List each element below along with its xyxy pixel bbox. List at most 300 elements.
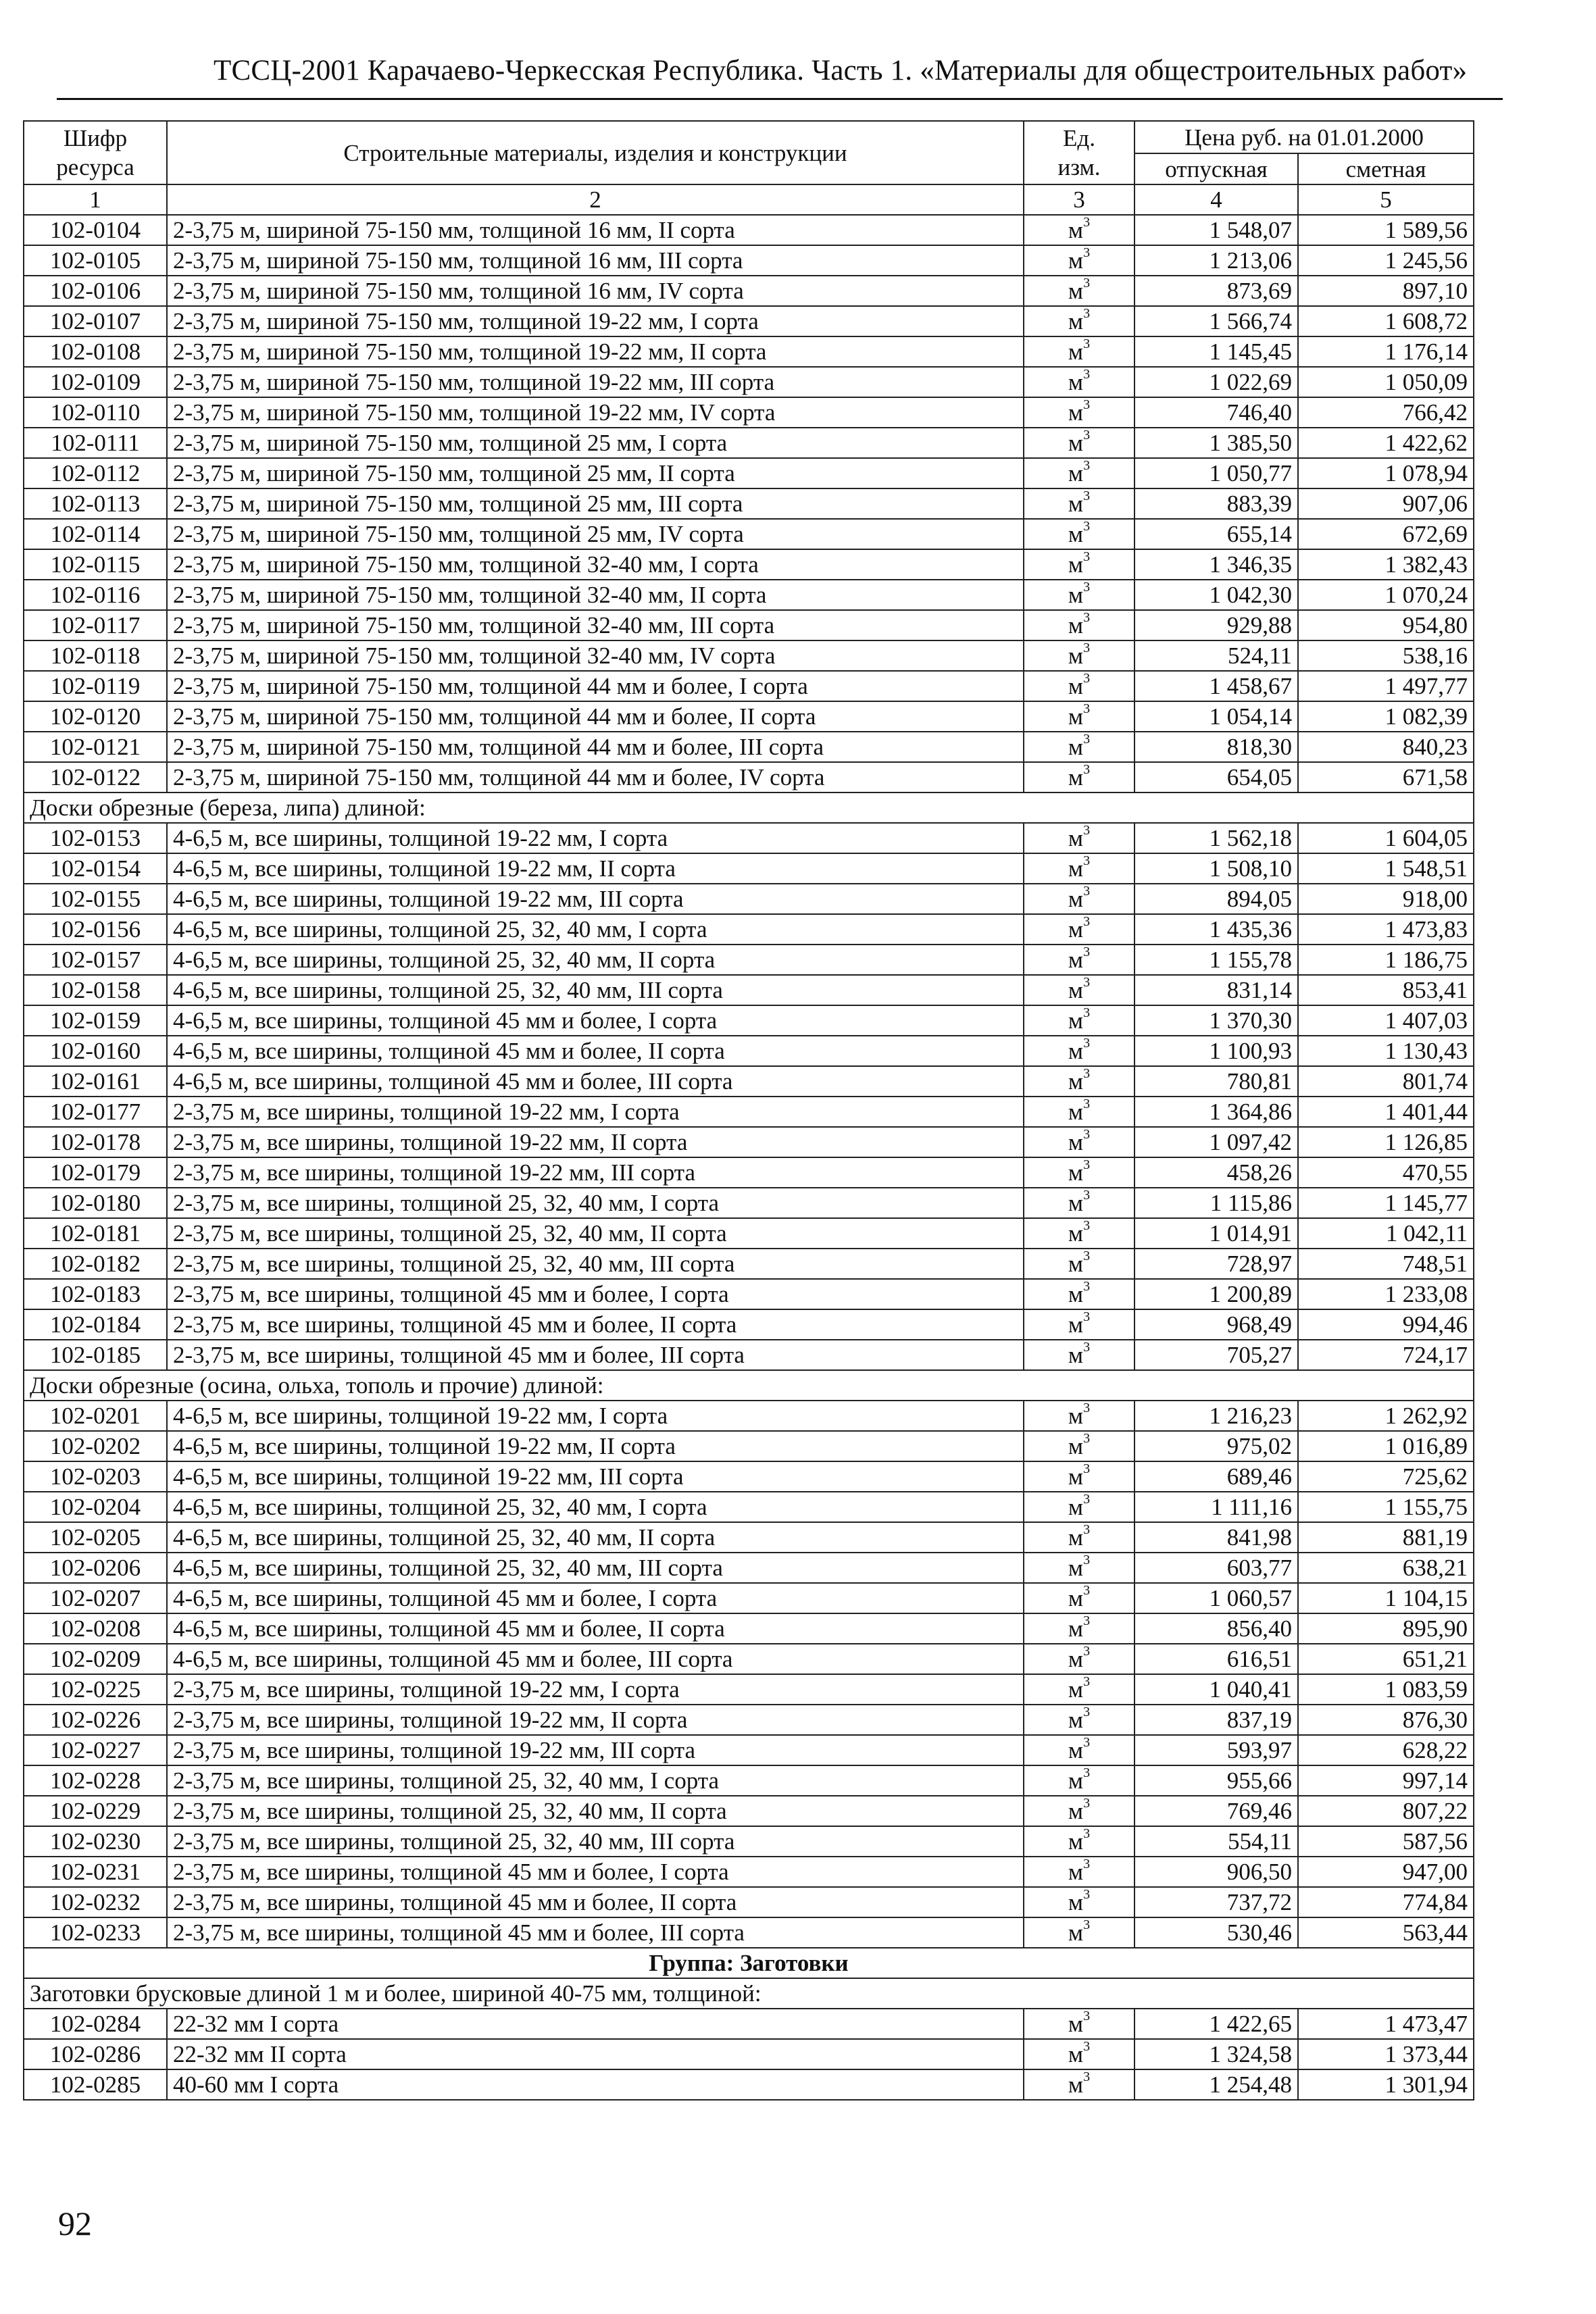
resource-code: 102-0154 xyxy=(24,853,167,884)
unit-superscript: 3 xyxy=(1083,428,1091,443)
material-name: 4-6,5 м, все ширины, толщиной 19-22 мм, III сорта xyxy=(167,884,1024,914)
resource-code: 102-0113 xyxy=(24,488,167,519)
material-name: 4-6,5 м, все ширины, толщиной 45 мм и более, I сорта xyxy=(167,1005,1024,1036)
unit-cell xyxy=(1024,945,1134,975)
unit-cell xyxy=(1024,1340,1134,1370)
unit-cell xyxy=(1024,1674,1134,1705)
material-name: 2-3,75 м, шириной 75-150 мм, толщиной 32-40 мм, III сорта xyxy=(167,610,1024,640)
unit-superscript: 3 xyxy=(1083,1553,1091,1568)
release-price: 1 054,14 xyxy=(1134,701,1298,732)
column-number: 1 xyxy=(24,184,167,215)
release-price: 458,26 xyxy=(1134,1157,1298,1188)
unit-superscript: 3 xyxy=(1083,1005,1091,1021)
estimate-price: 774,84 xyxy=(1298,1887,1474,1917)
table-row xyxy=(24,1765,1474,1796)
estimate-price: 1 608,72 xyxy=(1298,306,1474,336)
resource-code: 102-0209 xyxy=(24,1644,167,1674)
estimate-price: 1 126,85 xyxy=(1298,1127,1474,1157)
col-header-unit-line2: изм. xyxy=(1057,154,1101,180)
unit-superscript: 3 xyxy=(1083,2039,1091,2055)
unit-base: м xyxy=(1068,1281,1084,1307)
unit-superscript: 3 xyxy=(1083,1188,1091,1203)
resource-code: 102-0205 xyxy=(24,1522,167,1553)
resource-code: 102-0119 xyxy=(24,671,167,701)
release-price: 593,97 xyxy=(1134,1735,1298,1765)
release-price: 1 097,42 xyxy=(1134,1127,1298,1157)
table-row xyxy=(24,732,1474,762)
resource-code: 102-0179 xyxy=(24,1157,167,1188)
unit-cell xyxy=(1024,1705,1134,1735)
unit-cell xyxy=(1024,549,1134,580)
material-name: 2-3,75 м, все ширины, толщиной 25, 32, 40 мм, III сорта xyxy=(167,1826,1024,1857)
table-row xyxy=(24,1461,1474,1492)
resource-code: 102-0180 xyxy=(24,1188,167,1218)
release-price: 737,72 xyxy=(1134,1887,1298,1917)
release-price: 1 111,16 xyxy=(1134,1492,1298,1522)
unit-superscript: 3 xyxy=(1083,1644,1091,1659)
release-price: 1 022,69 xyxy=(1134,367,1298,397)
release-price: 906,50 xyxy=(1134,1857,1298,1887)
release-price: 883,39 xyxy=(1134,488,1298,519)
material-name: 40-60 мм I сорта xyxy=(167,2069,1024,2100)
table-row xyxy=(24,549,1474,580)
resource-code: 102-0206 xyxy=(24,1553,167,1583)
estimate-price: 853,41 xyxy=(1298,975,1474,1005)
col-header-unit xyxy=(1024,121,1134,184)
material-name: 4-6,5 м, все ширины, толщиной 25, 32, 40 мм, III сорта xyxy=(167,975,1024,1005)
release-price: 1 346,35 xyxy=(1134,549,1298,580)
table-row xyxy=(24,1340,1474,1370)
material-name: 2-3,75 м, шириной 75-150 мм, толщиной 19-22 мм, II сорта xyxy=(167,336,1024,367)
unit-superscript: 3 xyxy=(1083,580,1091,595)
unit-superscript: 3 xyxy=(1083,1249,1091,1264)
material-name: 4-6,5 м, все ширины, толщиной 45 мм и более, III сорта xyxy=(167,1066,1024,1097)
unit-base: м xyxy=(1068,2011,1084,2037)
resource-code: 102-0178 xyxy=(24,1127,167,1157)
material-name: 2-3,75 м, шириной 75-150 мм, толщиной 19-22 мм, IV сорта xyxy=(167,397,1024,428)
estimate-price: 1 604,05 xyxy=(1298,823,1474,853)
unit-superscript: 3 xyxy=(1083,1857,1091,1872)
release-price: 1 370,30 xyxy=(1134,1005,1298,1036)
release-price: 1 014,91 xyxy=(1134,1218,1298,1249)
unit-base: м xyxy=(1068,1433,1084,1459)
estimate-price: 672,69 xyxy=(1298,519,1474,549)
table-row xyxy=(24,306,1474,336)
unit-cell xyxy=(1024,1401,1134,1431)
resource-code: 102-0105 xyxy=(24,245,167,276)
unit-cell xyxy=(1024,519,1134,549)
unit-cell xyxy=(1024,701,1134,732)
unit-cell xyxy=(1024,2009,1134,2039)
unit-cell xyxy=(1024,823,1134,853)
unit-superscript: 3 xyxy=(1083,1309,1091,1325)
release-price: 654,05 xyxy=(1134,762,1298,793)
unit-superscript: 3 xyxy=(1083,1613,1091,1629)
estimate-price: 1 050,09 xyxy=(1298,367,1474,397)
unit-base: м xyxy=(1068,278,1084,304)
table-row xyxy=(24,1279,1474,1309)
unit-cell xyxy=(1024,2039,1134,2069)
unit-cell xyxy=(1024,1613,1134,1644)
table-row xyxy=(24,1796,1474,1826)
material-name: 4-6,5 м, все ширины, толщиной 19-22 мм, II сорта xyxy=(167,1431,1024,1461)
unit-superscript: 3 xyxy=(1083,1887,1091,1903)
material-name: 2-3,75 м, шириной 75-150 мм, толщиной 32-40 мм, I сорта xyxy=(167,549,1024,580)
unit-base: м xyxy=(1068,369,1084,395)
unit-superscript: 3 xyxy=(1083,1340,1091,1355)
estimate-price: 1 382,43 xyxy=(1298,549,1474,580)
unit-superscript: 3 xyxy=(1083,701,1091,717)
unit-superscript: 3 xyxy=(1083,2069,1091,2085)
estimate-price: 1 589,56 xyxy=(1298,215,1474,245)
material-name: 2-3,75 м, шириной 75-150 мм, толщиной 44 мм и более, I сорта xyxy=(167,671,1024,701)
unit-superscript: 3 xyxy=(1083,1127,1091,1142)
unit-cell xyxy=(1024,306,1134,336)
resource-code: 102-0108 xyxy=(24,336,167,367)
table-row xyxy=(24,519,1474,549)
material-name: 2-3,75 м, все ширины, толщиной 45 мм и более, I сорта xyxy=(167,1857,1024,1887)
resource-code: 102-0208 xyxy=(24,1613,167,1644)
unit-base: м xyxy=(1068,977,1084,1003)
unit-cell xyxy=(1024,397,1134,428)
unit-base: м xyxy=(1068,1342,1084,1368)
unit-cell xyxy=(1024,762,1134,793)
material-name: 22-32 мм I сорта xyxy=(167,2009,1024,2039)
resource-code: 102-0114 xyxy=(24,519,167,549)
release-price: 856,40 xyxy=(1134,1613,1298,1644)
release-price: 530,46 xyxy=(1134,1917,1298,1948)
unit-superscript: 3 xyxy=(1083,215,1091,230)
unit-base: м xyxy=(1068,1615,1084,1642)
price-table xyxy=(23,120,1474,2101)
unit-cell xyxy=(1024,884,1134,914)
release-price: 1 213,06 xyxy=(1134,245,1298,276)
unit-base: м xyxy=(1068,1007,1084,1034)
col-header-estimate: сметная xyxy=(1298,153,1474,184)
unit-base: м xyxy=(1068,1220,1084,1247)
unit-superscript: 3 xyxy=(1083,519,1091,534)
resource-code: 102-0106 xyxy=(24,276,167,306)
resource-code: 102-0207 xyxy=(24,1583,167,1613)
table-row xyxy=(24,762,1474,793)
release-price: 1 100,93 xyxy=(1134,1036,1298,1066)
unit-cell xyxy=(1024,853,1134,884)
table-row xyxy=(24,1644,1474,1674)
material-name: 2-3,75 м, все ширины, толщиной 19-22 мм, II сорта xyxy=(167,1705,1024,1735)
material-name: 2-3,75 м, шириной 75-150 мм, толщиной 16 мм, IV сорта xyxy=(167,276,1024,306)
table-row xyxy=(24,1857,1474,1887)
release-price: 1 562,18 xyxy=(1134,823,1298,853)
material-name: 2-3,75 м, все ширины, толщиной 45 мм и более, III сорта xyxy=(167,1340,1024,1370)
unit-cell xyxy=(1024,1036,1134,1066)
release-price: 975,02 xyxy=(1134,1431,1298,1461)
material-name: 4-6,5 м, все ширины, толщиной 25, 32, 40 мм, I сорта xyxy=(167,1492,1024,1522)
table-row xyxy=(24,1309,1474,1340)
unit-superscript: 3 xyxy=(1083,640,1091,656)
estimate-price: 651,21 xyxy=(1298,1644,1474,1674)
estimate-price: 807,22 xyxy=(1298,1796,1474,1826)
resource-code: 102-0284 xyxy=(24,2009,167,2039)
unit-base: м xyxy=(1068,673,1084,699)
resource-code: 102-0182 xyxy=(24,1249,167,1279)
release-price: 1 200,89 xyxy=(1134,1279,1298,1309)
table-row xyxy=(24,701,1474,732)
column-number: 2 xyxy=(167,184,1024,215)
unit-base: м xyxy=(1068,825,1084,851)
release-price: 603,77 xyxy=(1134,1553,1298,1583)
estimate-price: 1 473,83 xyxy=(1298,914,1474,945)
unit-base: м xyxy=(1068,1099,1084,1125)
resource-code: 102-0227 xyxy=(24,1735,167,1765)
section-title: Доски обрезные (береза, липа) длиной: xyxy=(24,793,1474,823)
unit-cell xyxy=(1024,2069,1134,2100)
section-title: Заготовки брусковые длиной 1 м и более, шириной 40-75 мм, толщиной: xyxy=(24,1978,1474,2009)
release-price: 1 364,86 xyxy=(1134,1097,1298,1127)
table-row xyxy=(24,1613,1474,1644)
col-header-code xyxy=(24,121,167,184)
unit-base: м xyxy=(1068,947,1084,973)
estimate-price: 724,17 xyxy=(1298,1340,1474,1370)
resource-code: 102-0153 xyxy=(24,823,167,853)
unit-base: м xyxy=(1068,338,1084,365)
release-price: 818,30 xyxy=(1134,732,1298,762)
unit-superscript: 3 xyxy=(1083,1522,1091,1538)
unit-cell xyxy=(1024,1765,1134,1796)
unit-cell xyxy=(1024,1309,1134,1340)
unit-cell xyxy=(1024,458,1134,488)
estimate-price: 1 082,39 xyxy=(1298,701,1474,732)
unit-superscript: 3 xyxy=(1083,1917,1091,1933)
unit-cell xyxy=(1024,245,1134,276)
unit-base: м xyxy=(1068,217,1084,243)
material-name: 2-3,75 м, шириной 75-150 мм, толщиной 32-40 мм, IV сорта xyxy=(167,640,1024,671)
release-price: 1 566,74 xyxy=(1134,306,1298,336)
unit-cell xyxy=(1024,1522,1134,1553)
table-row xyxy=(24,580,1474,610)
resource-code: 102-0159 xyxy=(24,1005,167,1036)
release-price: 831,14 xyxy=(1134,975,1298,1005)
unit-cell xyxy=(1024,1735,1134,1765)
unit-base: м xyxy=(1068,1463,1084,1490)
unit-cell xyxy=(1024,610,1134,640)
col-header-release: отпускная xyxy=(1134,153,1298,184)
table-row xyxy=(24,914,1474,945)
unit-cell xyxy=(1024,336,1134,367)
release-price: 1 324,58 xyxy=(1134,2039,1298,2069)
unit-base: м xyxy=(1068,399,1084,426)
section-title-row xyxy=(24,1370,1474,1401)
unit-cell xyxy=(1024,914,1134,945)
estimate-price: 1 145,77 xyxy=(1298,1188,1474,1218)
resource-code: 102-0155 xyxy=(24,884,167,914)
release-price: 769,46 xyxy=(1134,1796,1298,1826)
resource-code: 102-0184 xyxy=(24,1309,167,1340)
resource-code: 102-0204 xyxy=(24,1492,167,1522)
material-name: 2-3,75 м, шириной 75-150 мм, толщиной 16 мм, II сорта xyxy=(167,215,1024,245)
table-row xyxy=(24,397,1474,428)
unit-cell xyxy=(1024,1157,1134,1188)
estimate-price: 628,22 xyxy=(1298,1735,1474,1765)
resource-code: 102-0156 xyxy=(24,914,167,945)
resource-code: 102-0110 xyxy=(24,397,167,428)
material-name: 2-3,75 м, все ширины, толщиной 45 мм и более, I сорта xyxy=(167,1279,1024,1309)
release-price: 1 050,77 xyxy=(1134,458,1298,488)
unit-base: м xyxy=(1068,2041,1084,2067)
release-price: 1 435,36 xyxy=(1134,914,1298,945)
col-header-name: Строительные материалы, изделия и конструкции xyxy=(167,121,1024,184)
estimate-price: 1 373,44 xyxy=(1298,2039,1474,2069)
release-price: 955,66 xyxy=(1134,1765,1298,1796)
unit-superscript: 3 xyxy=(1083,853,1091,869)
estimate-price: 840,23 xyxy=(1298,732,1474,762)
unit-cell xyxy=(1024,428,1134,458)
estimate-price: 1 078,94 xyxy=(1298,458,1474,488)
table-row xyxy=(24,336,1474,367)
resource-code: 102-0185 xyxy=(24,1340,167,1370)
resource-code: 102-0104 xyxy=(24,215,167,245)
unit-cell xyxy=(1024,580,1134,610)
material-name: 2-3,75 м, шириной 75-150 мм, толщиной 25 мм, IV сорта xyxy=(167,519,1024,549)
unit-cell xyxy=(1024,732,1134,762)
release-price: 1 422,65 xyxy=(1134,2009,1298,2039)
unit-superscript: 3 xyxy=(1083,1796,1091,1811)
unit-cell xyxy=(1024,1887,1134,1917)
unit-cell xyxy=(1024,1492,1134,1522)
material-name: 2-3,75 м, все ширины, толщиной 25, 32, 40 мм, III сорта xyxy=(167,1249,1024,1279)
table-row xyxy=(24,1431,1474,1461)
table-row xyxy=(24,1705,1474,1735)
unit-base: м xyxy=(1068,1494,1084,1520)
resource-code: 102-0161 xyxy=(24,1066,167,1097)
unit-superscript: 3 xyxy=(1083,1279,1091,1294)
unit-superscript: 3 xyxy=(1083,1765,1091,1781)
release-price: 655,14 xyxy=(1134,519,1298,549)
unit-base: м xyxy=(1068,430,1084,456)
unit-base: м xyxy=(1068,1859,1084,1885)
material-name: 4-6,5 м, все ширины, толщиной 25, 32, 40 мм, III сорта xyxy=(167,1553,1024,1583)
unit-cell xyxy=(1024,1066,1134,1097)
material-name: 2-3,75 м, все ширины, толщиной 19-22 мм, II сорта xyxy=(167,1127,1024,1157)
unit-superscript: 3 xyxy=(1083,1066,1091,1082)
estimate-price: 563,44 xyxy=(1298,1917,1474,1948)
resource-code: 102-0109 xyxy=(24,367,167,397)
unit-base: м xyxy=(1068,1585,1084,1611)
unit-superscript: 3 xyxy=(1083,1036,1091,1051)
material-name: 2-3,75 м, шириной 75-150 мм, толщиной 25 мм, III сорта xyxy=(167,488,1024,519)
estimate-price: 1 407,03 xyxy=(1298,1005,1474,1036)
release-price: 524,11 xyxy=(1134,640,1298,671)
unit-base: м xyxy=(1068,491,1084,517)
release-price: 1 040,41 xyxy=(1134,1674,1298,1705)
page-header: ТССЦ-2001 Карачаево-Черкесская Республика. Часть 1. «Материалы для общестроительных работ» xyxy=(214,55,1468,86)
estimate-price: 1 473,47 xyxy=(1298,2009,1474,2039)
release-price: 616,51 xyxy=(1134,1644,1298,1674)
table-row xyxy=(24,1036,1474,1066)
estimate-price: 1 262,92 xyxy=(1298,1401,1474,1431)
material-name: 2-3,75 м, шириной 75-150 мм, толщиной 32-40 мм, II сорта xyxy=(167,580,1024,610)
table-row xyxy=(24,671,1474,701)
estimate-price: 918,00 xyxy=(1298,884,1474,914)
unit-base: м xyxy=(1068,855,1084,882)
unit-base: м xyxy=(1068,2071,1084,2098)
estimate-price: 994,46 xyxy=(1298,1309,1474,1340)
estimate-price: 748,51 xyxy=(1298,1249,1474,1279)
estimate-price: 638,21 xyxy=(1298,1553,1474,1583)
unit-cell xyxy=(1024,671,1134,701)
table-row xyxy=(24,245,1474,276)
release-price: 1 216,23 xyxy=(1134,1401,1298,1431)
material-name: 2-3,75 м, все ширины, толщиной 19-22 мм, III сорта xyxy=(167,1157,1024,1188)
release-price: 1 385,50 xyxy=(1134,428,1298,458)
estimate-price: 725,62 xyxy=(1298,1461,1474,1492)
material-name: 4-6,5 м, все ширины, толщиной 45 мм и более, II сорта xyxy=(167,1613,1024,1644)
table-row xyxy=(24,945,1474,975)
material-name: 2-3,75 м, все ширины, толщиной 19-22 мм, I сорта xyxy=(167,1097,1024,1127)
unit-base: м xyxy=(1068,612,1084,638)
table-row xyxy=(24,1005,1474,1036)
material-name: 4-6,5 м, все ширины, толщиной 45 мм и более, III сорта xyxy=(167,1644,1024,1674)
table-row xyxy=(24,1735,1474,1765)
unit-base: м xyxy=(1068,1828,1084,1855)
release-price: 1 042,30 xyxy=(1134,580,1298,610)
unit-superscript: 3 xyxy=(1083,1492,1091,1507)
resource-code: 102-0229 xyxy=(24,1796,167,1826)
col-header-code-line1: Шифр xyxy=(63,125,128,151)
unit-base: м xyxy=(1068,1159,1084,1186)
material-name: 4-6,5 м, все ширины, толщиной 25, 32, 40 мм, II сорта xyxy=(167,945,1024,975)
resource-code: 102-0117 xyxy=(24,610,167,640)
header-rule xyxy=(57,98,1503,100)
unit-cell xyxy=(1024,1127,1134,1157)
material-name: 2-3,75 м, все ширины, толщиной 25, 32, 40 мм, II сорта xyxy=(167,1218,1024,1249)
table-row xyxy=(24,1127,1474,1157)
unit-superscript: 3 xyxy=(1083,1431,1091,1447)
column-number: 5 xyxy=(1298,184,1474,215)
estimate-price: 1 176,14 xyxy=(1298,336,1474,367)
release-price: 1 060,57 xyxy=(1134,1583,1298,1613)
unit-superscript: 3 xyxy=(1083,884,1091,899)
unit-base: м xyxy=(1068,247,1084,274)
release-price: 1 458,67 xyxy=(1134,671,1298,701)
estimate-price: 1 083,59 xyxy=(1298,1674,1474,1705)
column-numbers-row xyxy=(24,184,1474,215)
estimate-price: 1 233,08 xyxy=(1298,1279,1474,1309)
unit-base: м xyxy=(1068,460,1084,486)
table-row xyxy=(24,853,1474,884)
unit-cell xyxy=(1024,215,1134,245)
resource-code: 102-0202 xyxy=(24,1431,167,1461)
material-name: 4-6,5 м, все ширины, толщиной 19-22 мм, II сорта xyxy=(167,853,1024,884)
unit-base: м xyxy=(1068,1798,1084,1824)
material-name: 2-3,75 м, все ширины, толщиной 25, 32, 40 мм, I сорта xyxy=(167,1188,1024,1218)
unit-superscript: 3 xyxy=(1083,2009,1091,2024)
unit-base: м xyxy=(1068,1038,1084,1064)
material-name: 4-6,5 м, все ширины, толщиной 19-22 мм, I сорта xyxy=(167,1401,1024,1431)
release-price: 1 155,78 xyxy=(1134,945,1298,975)
table-row xyxy=(24,1887,1474,1917)
unit-superscript: 3 xyxy=(1083,1735,1091,1751)
group-title: Группа: Заготовки xyxy=(24,1948,1474,1978)
unit-base: м xyxy=(1068,308,1084,334)
estimate-price: 997,14 xyxy=(1298,1765,1474,1796)
resource-code: 102-0233 xyxy=(24,1917,167,1948)
estimate-price: 1 016,89 xyxy=(1298,1431,1474,1461)
unit-cell xyxy=(1024,640,1134,671)
material-name: 2-3,75 м, все ширины, толщиной 19-22 мм, III сорта xyxy=(167,1735,1024,1765)
table-row xyxy=(24,1553,1474,1583)
unit-superscript: 3 xyxy=(1083,1826,1091,1842)
resource-code: 102-0112 xyxy=(24,458,167,488)
